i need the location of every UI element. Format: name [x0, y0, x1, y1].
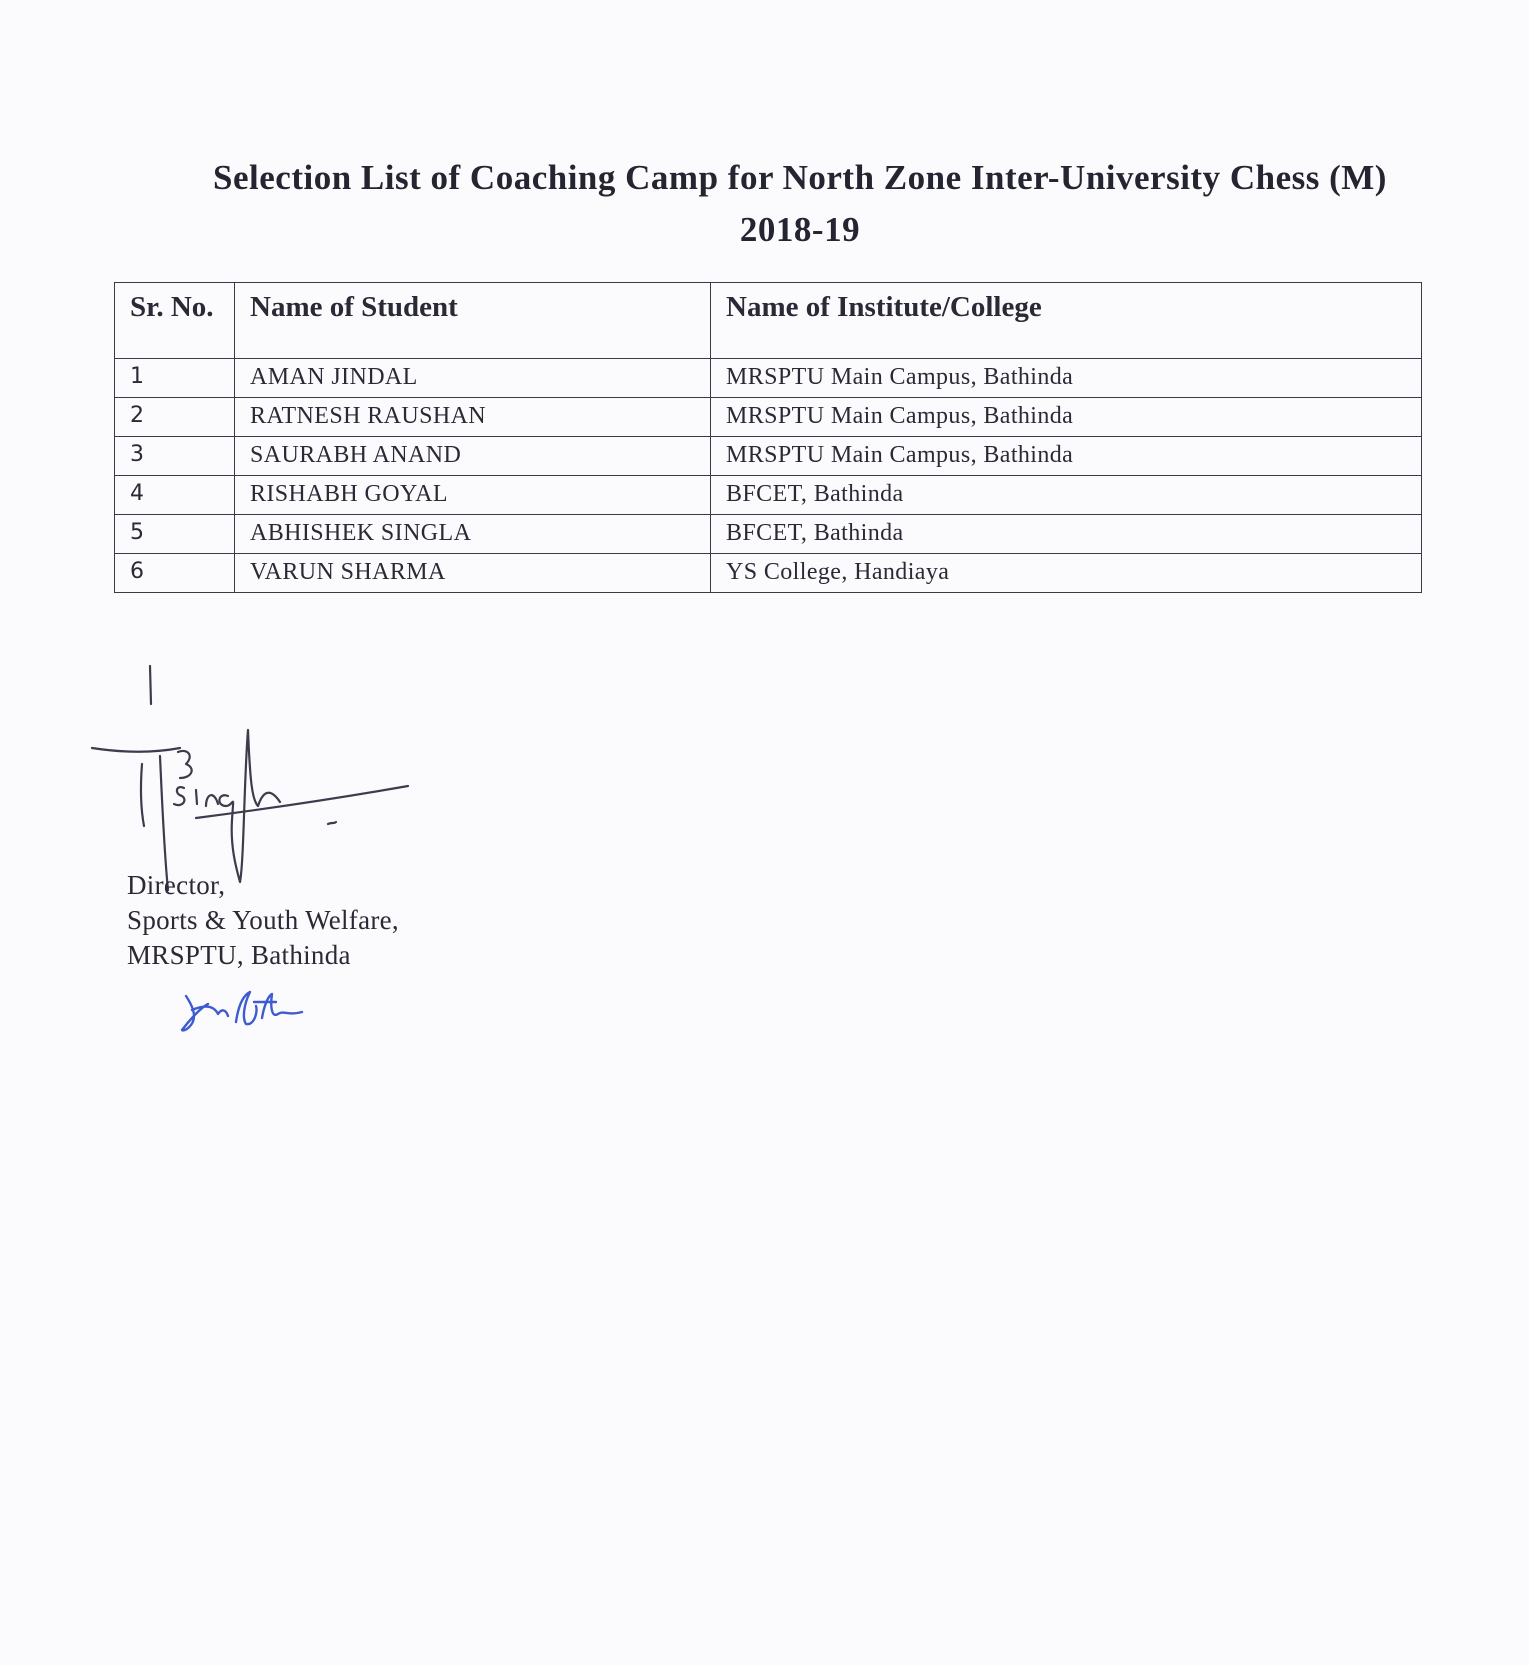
table-header-row — [115, 283, 1422, 359]
table-row — [115, 398, 1422, 437]
cell-institute: BFCET, Bathinda — [711, 515, 1422, 554]
initials-signature — [180, 988, 320, 1038]
header-institute: Name of Institute/College — [711, 283, 1422, 359]
cell-sr-no: 2 — [115, 398, 235, 437]
signatory-department: Sports & Youth Welfare, — [127, 905, 399, 935]
table-row — [115, 476, 1422, 515]
cell-student-name: RISHABH GOYAL — [235, 476, 711, 515]
cell-sr-no: 4 — [115, 476, 235, 515]
cell-institute: BFCET, Bathinda — [711, 476, 1422, 515]
director-signature — [88, 660, 428, 900]
cell-institute: MRSPTU Main Campus, Bathinda — [711, 437, 1422, 476]
cell-student-name: VARUN SHARMA — [235, 554, 711, 593]
table-row — [115, 359, 1422, 398]
title-line-2: 2018-19 — [739, 210, 861, 249]
table-row — [115, 554, 1422, 593]
signatory-block — [127, 868, 399, 973]
title-line-1: Selection List of Coaching Camp for North Zone Inter-University Chess (M) — [213, 158, 1387, 197]
cell-institute: MRSPTU Main Campus, Bathinda — [711, 398, 1422, 437]
cell-student-name: AMAN JINDAL — [235, 359, 711, 398]
cell-sr-no: 5 — [115, 515, 235, 554]
header-sr-no: Sr. No. — [115, 283, 235, 359]
document-title — [130, 152, 1470, 256]
cell-sr-no: 6 — [115, 554, 235, 593]
cell-institute: YS College, Handiaya — [711, 554, 1422, 593]
cell-student-name: RATNESH RAUSHAN — [235, 398, 711, 437]
cell-student-name: SAURABH ANAND — [235, 437, 711, 476]
signatory-organization: MRSPTU, Bathinda — [127, 940, 351, 970]
cell-institute: MRSPTU Main Campus, Bathinda — [711, 359, 1422, 398]
cell-sr-no: 1 — [115, 359, 235, 398]
cell-student-name: ABHISHEK SINGLA — [235, 515, 711, 554]
cell-sr-no: 3 — [115, 437, 235, 476]
signatory-designation: Director, — [127, 870, 226, 900]
table-row — [115, 515, 1422, 554]
selection-table — [114, 282, 1422, 593]
table-row — [115, 437, 1422, 476]
header-student-name: Name of Student — [235, 283, 711, 359]
